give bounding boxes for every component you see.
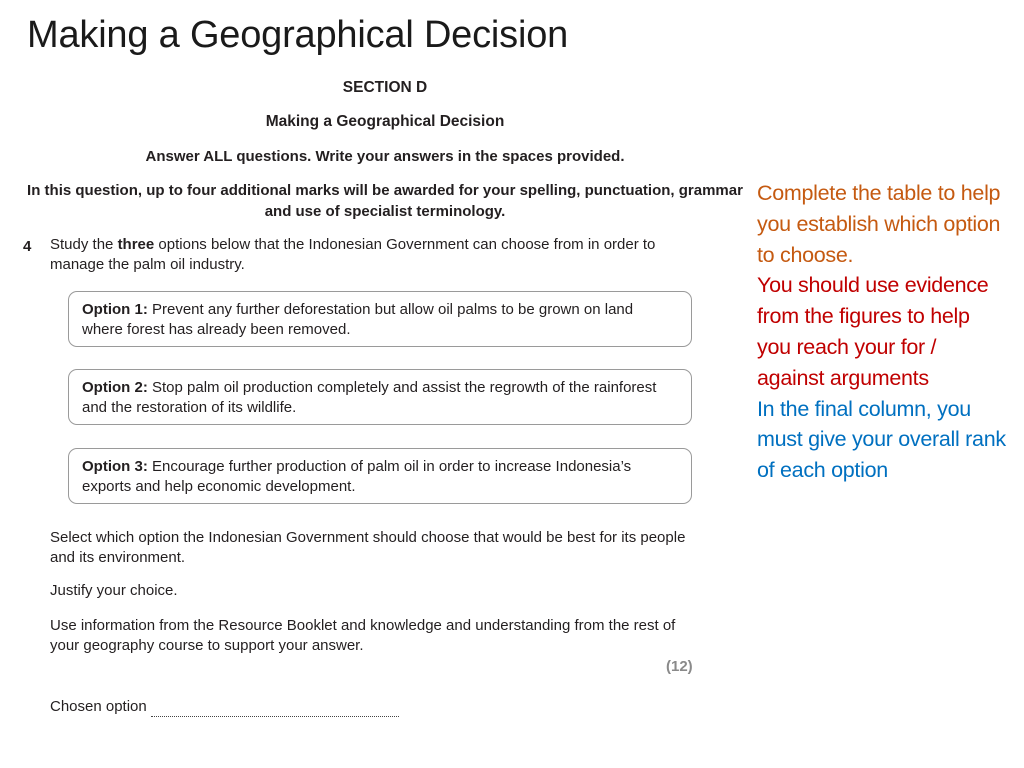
- option-3-text: Encourage further production of palm oil in order to increase Indonesia’s exports and help economic development.: [82, 458, 632, 495]
- exam-instructions: Answer ALL questions. Write your answers in the spaces provided.: [145, 148, 625, 165]
- chosen-option-row: [50, 697, 399, 717]
- marks-available: (12): [666, 658, 693, 675]
- question-intro: [50, 235, 690, 275]
- justify-instruction: Justify your choice.: [50, 582, 178, 599]
- chosen-option-label: Chosen option: [50, 698, 147, 715]
- question-intro-bold: three: [117, 236, 155, 253]
- slide-title: Making a Geographical Decision: [27, 14, 569, 56]
- section-subtitle: Making a Geographical Decision: [265, 113, 505, 130]
- option-2-label: Option 2:: [82, 379, 148, 396]
- guidance-use-evidence: You should use evidence from the figures to help you reach your for / against arguments: [757, 273, 989, 390]
- option-2-box: [68, 369, 692, 425]
- chosen-option-answer-line: [151, 702, 399, 717]
- spag-note: In this question, up to four additional marks will be awarded for your spelling, punctuation, grammar and use of specialist terminology.: [27, 182, 743, 220]
- select-instruction: Select which option the Indonesian Government should choose that would be best for its people and its environment.: [50, 529, 686, 566]
- exam-paper-excerpt: [20, 74, 750, 724]
- use-info-instruction: Use information from the Resource Booklet and knowledge and understanding from the rest of your geography course to support your answer.: [50, 617, 676, 654]
- section-heading: SECTION D: [342, 79, 428, 96]
- question-intro-start: Study the: [50, 236, 114, 253]
- option-2-text: Stop palm oil production completely and assist the regrowth of the rainforest and the restoration of its wildlife.: [82, 379, 657, 416]
- question-number: 4: [23, 238, 32, 255]
- question-intro-end: options below that the Indonesian Government can choose from in order to manage the palm oil industry.: [50, 236, 656, 273]
- option-3-label: Option 3:: [82, 458, 148, 475]
- option-3-box: [68, 448, 692, 504]
- guidance-complete-table: Complete the table to help you establish which option to choose.: [757, 181, 1001, 267]
- guidance-final-rank: In the final column, you must give your overall rank of each option: [757, 396, 1006, 483]
- teacher-guidance: [757, 178, 1007, 486]
- option-1-label: Option 1:: [82, 301, 148, 318]
- option-1-text: Prevent any further deforestation but allow oil palms to be grown on land where forest has already been removed.: [82, 301, 634, 338]
- option-1-box: [68, 291, 692, 347]
